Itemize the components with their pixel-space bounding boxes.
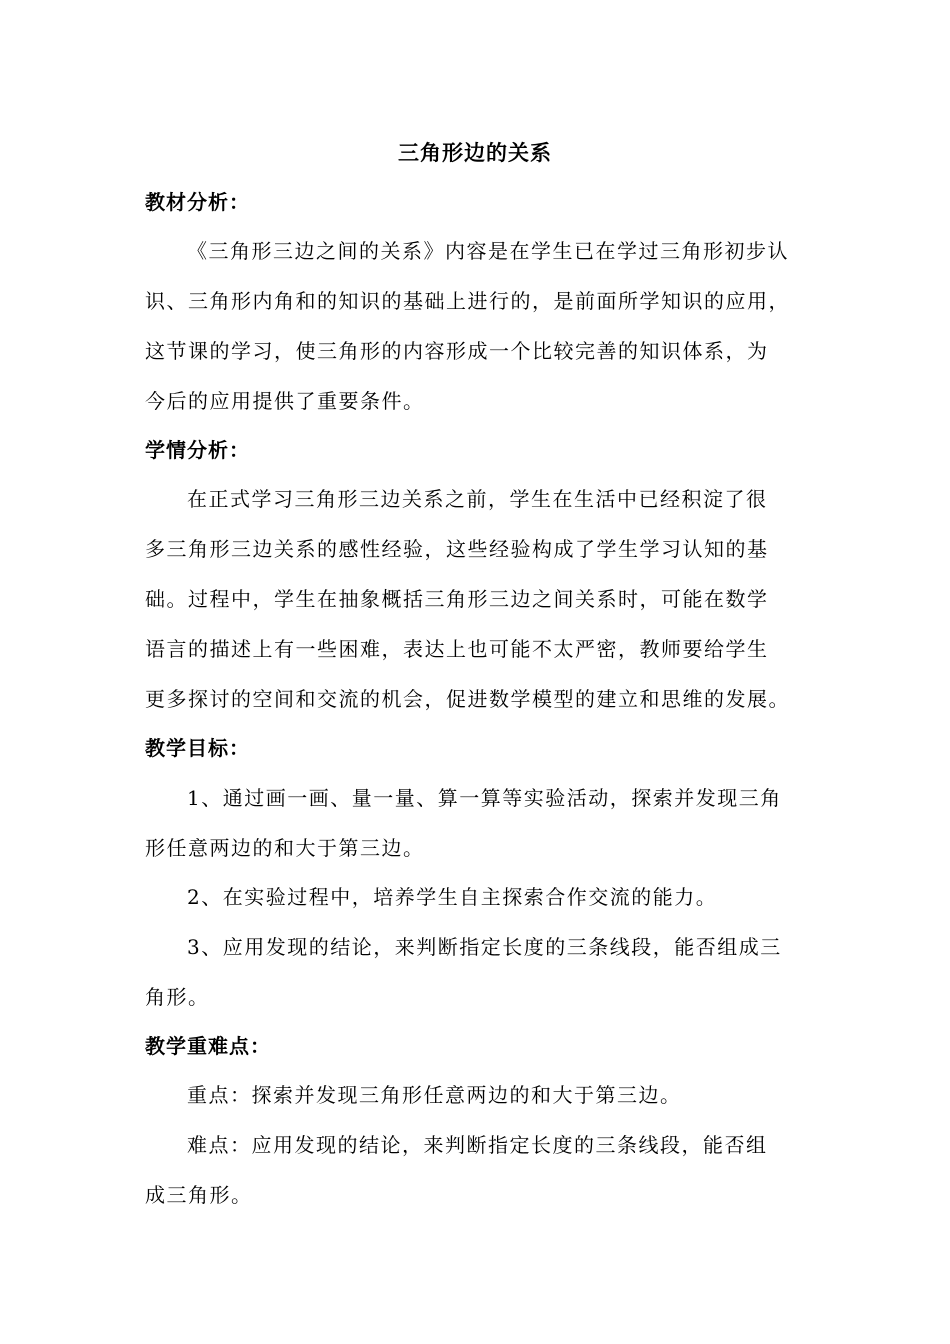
paragraph-line: 多三角形三边关系的感性经验，这些经验构成了学生学习认知的基	[145, 537, 769, 561]
paragraph-line: 2、在实验过程中，培养学生自主探索合作交流的能力。	[187, 885, 718, 909]
paragraph-line: 《三角形三边之间的关系》内容是在学生已在学过三角形初步认	[187, 239, 789, 263]
paragraph-line: 础。过程中，学生在抽象概括三角形三边之间关系时，可能在数学	[145, 587, 769, 611]
paragraph-line: 识、三角形内角和的知识的基础上进行的，是前面所学知识的应用，	[145, 289, 790, 313]
paragraph-line: 这节课的学习，使三角形的内容形成一个比较完善的知识体系，为	[145, 339, 769, 363]
paragraph-line: 3、应用发现的结论，来判断指定长度的三条线段，能否组成三	[187, 935, 782, 959]
document-title: 三角形边的关系	[398, 141, 552, 165]
paragraph-line: 1、通过画一画、量一量、算一算等实验活动，探索并发现三角	[187, 786, 782, 810]
section-heading-key-difficult-points: 教学重难点：	[145, 1034, 271, 1058]
paragraph-line: 角形。	[145, 985, 210, 1009]
paragraph-line: 语言的描述上有一些困难，表达上也可能不太严密，教师要给学生	[145, 637, 769, 661]
section-heading-material-analysis: 教材分析：	[145, 190, 250, 214]
paragraph-line: 难点：应用发现的结论，来判断指定长度的三条线段，能否组	[187, 1133, 768, 1157]
paragraph-line: 今后的应用提供了重要条件。	[145, 389, 425, 413]
paragraph-line: 重点：探索并发现三角形任意两边的和大于第三边。	[187, 1083, 682, 1107]
paragraph-line: 形任意两边的和大于第三边。	[145, 836, 425, 860]
paragraph-line: 成三角形。	[145, 1183, 253, 1207]
paragraph-line: 在正式学习三角形三边关系之前，学生在生活中已经积淀了很	[187, 487, 768, 511]
paragraph-line: 更多探讨的空间和交流的机会，促进数学模型的建立和思维的发展。	[145, 687, 790, 711]
section-heading-teaching-goals: 教学目标：	[145, 736, 250, 760]
section-heading-student-analysis: 学情分析：	[145, 438, 250, 462]
